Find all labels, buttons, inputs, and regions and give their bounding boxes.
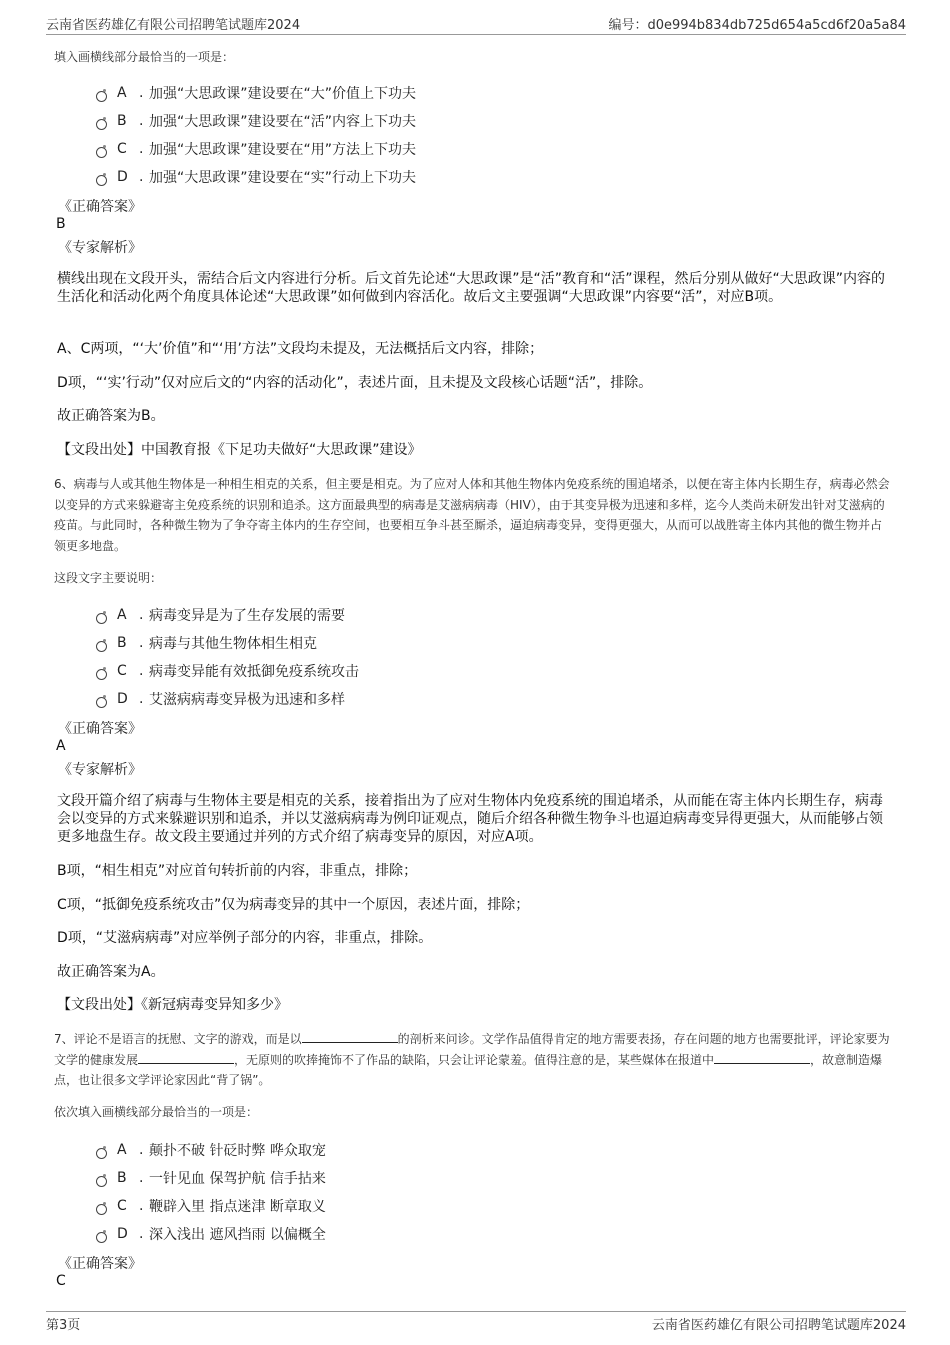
q5-option-c[interactable]: C . 加强“大思政课”建设要在“用”方法上下功夫 [96,137,416,161]
q6-analysis-main: 文段开篇介绍了病毒与生物体主要是相克的关系，接着指出为了应对生物体内免疫系统的围追堵杀，从而能在寄主体内长期生存，病毒会以变异的方式来躲避识别和追杀，并以艾滋病病毒为例印证观点，随后介绍各种微生物争斗也逼迫病毒变异得更强大，从而能够占领更多地盘生存。故文段主要通过并列的方式介绍了病毒变异的原因，对应A项。 [57,793,883,845]
q5-analysis-label: 《专家解析》 [58,240,142,256]
q7-answer: C [56,1273,66,1289]
option-text: 颠扑不破 针砭时弊 哗众取宠 [149,1143,326,1159]
q6-source: 【文段出处】《新冠病毒变异知多少》 [57,997,288,1013]
q6-analysis-b: B项，“相生相克”对应首句转折前的内容，非重点，排除； [57,863,418,879]
option-text: 艾滋病病毒变异极为迅速和多样 [149,692,345,708]
option-letter: D [117,1226,128,1242]
radio-icon[interactable] [96,641,107,652]
radio-icon[interactable] [96,613,107,624]
option-letter: B [117,113,127,129]
radio-icon[interactable] [96,175,107,186]
blank-3[interactable] [714,1051,810,1064]
q6-prompt: 这段文字主要说明： [54,571,163,585]
radio-icon[interactable] [96,1204,107,1215]
q5-answer-label: 《正确答案》 [58,199,142,215]
option-text: 加强“大思政课”建设要在“大”价值上下功夫 [149,86,417,102]
radio-icon[interactable] [96,1176,107,1187]
q5-conclusion: 故正确答案为B。 [57,408,165,424]
q5-option-a[interactable]: A . 加强“大思政课”建设要在“大”价值上下功夫 [96,81,416,105]
q5-analysis-ac: A、C两项，“‘大’价值”和“‘用’方法”文段均未提及，无法概括后文内容，排除； [57,341,544,357]
option-text: 病毒变异能有效抵御免疫系统攻击 [149,664,359,680]
radio-icon[interactable] [96,697,107,708]
q6-answer-label: 《正确答案》 [58,721,142,737]
option-letter: B [117,1170,127,1186]
option-text: 病毒与其他生物体相生相克 [149,636,317,652]
q5-analysis-d: D项，“‘实’行动”仅对应后文的“内容的活动化”，表述片面，且未提及文段核心话题“活”，排除。 [57,375,653,391]
q6-option-d[interactable]: D . 艾滋病病毒变异极为迅速和多样 [96,687,345,711]
q6-analysis-c: C项，“抵御免疫系统攻击”仅为病毒变异的其中一个原因，表述片面，排除； [57,897,530,913]
option-letter: A [117,1142,127,1158]
radio-icon[interactable] [96,147,107,158]
option-letter: B [117,635,127,651]
option-text: 加强“大思政课”建设要在“用”方法上下功夫 [149,142,417,158]
radio-icon[interactable] [96,119,107,130]
q6-analysis-label: 《专家解析》 [58,762,142,778]
radio-icon[interactable] [96,669,107,680]
q6-analysis-d: D项，“艾滋病病毒”对应举例子部分的内容，非重点，排除。 [57,930,433,946]
q6-answer: A [56,738,66,754]
q5-option-d[interactable]: D . 加强“大思政课”建设要在“实”行动上下功夫 [96,165,416,189]
q7-option-d[interactable]: D . 深入浅出 遮风挡雨 以偏概全 [96,1222,326,1246]
option-letter: A [117,85,127,101]
radio-icon[interactable] [96,1232,107,1243]
option-letter: D [117,691,128,707]
q6-stem: 6、病毒与人或其他生物体是一种相生相克的关系，但主要是相克。为了应对人体和其他生物体内免疫系统的围追堵杀，以便在寄主体内长期生存，病毒必然会以变异的方式来躲避寄主免疫系统的识别和追杀。这方面最典型的病毒是艾滋病病毒（HIV），由于其变异极为迅速和多样，迄今人类尚未研发出针对艾滋病的疫苗。与此同时，各种微生物为了争夺寄主体内的生存空间，也要相互争斗甚至厮杀，逼迫病毒变异，变得更强大，从而可以战胜寄主体内其他的微生物并占领更多地盘。 [54,477,890,553]
q6-option-b[interactable]: B . 病毒与其他生物体相生相克 [96,631,317,655]
header-title: 云南省医药雄亿有限公司招聘笔试题库2024 [46,18,301,33]
q7-option-a[interactable]: A . 颠扑不破 针砭时弊 哗众取宠 [96,1138,326,1162]
page-header [46,14,906,35]
blank-2[interactable] [138,1051,234,1064]
q6-conclusion: 故正确答案为A。 [57,964,165,980]
footer-title: 云南省医药雄亿有限公司招聘笔试题库2024 [651,1318,906,1333]
radio-icon[interactable] [96,91,107,102]
q6-option-a[interactable]: A . 病毒变异是为了生存发展的需要 [96,603,345,627]
option-text: 一针见血 保驾护航 信手拈来 [149,1171,326,1187]
q7-answer-label: 《正确答案》 [58,1256,142,1272]
q5-prompt: 填入画横线部分最恰当的一项是： [54,50,235,64]
q7-prompt: 依次填入画横线部分最恰当的一项是： [54,1105,259,1119]
q5-answer: B [56,216,66,232]
q7-stem: 7、评论不是语言的抚慰、文字的游戏，而是以 的剖析来问诊。文学作品值得肯定的地方需要表扬，存在问题的地方也需要批评，评论家要为文学的健康发展 ，无原则的吹捧掩饰不了作品的缺陷，只会让评论蒙羞。值得注意的是，某些媒体在报道中 ，故意制造爆点，也让很多文学评论家因此“背了锅”。 [54,1032,890,1087]
header-doc-id: 编号：d0e994b834db725d654a5cd6f20a5a84 [608,18,906,33]
option-letter: A [117,607,127,623]
page-footer [46,1311,906,1334]
blank-1[interactable] [302,1030,398,1043]
radio-icon[interactable] [96,1148,107,1159]
option-text: 加强“大思政课”建设要在“实”行动上下功夫 [149,170,417,186]
q5-source: 【文段出处】中国教育报《下足功夫做好“大思政课”建设》 [57,442,422,458]
option-letter: D [117,169,128,185]
option-letter: C [117,141,127,157]
option-text: 深入浅出 遮风挡雨 以偏概全 [149,1227,326,1243]
q6-option-c[interactable]: C . 病毒变异能有效抵御免疫系统攻击 [96,659,359,683]
option-letter: C [117,663,127,679]
option-letter: C [117,1198,127,1214]
q5-option-b[interactable]: B . 加强“大思政课”建设要在“活”内容上下功夫 [96,109,416,133]
option-text: 病毒变异是为了生存发展的需要 [149,608,345,624]
q7-option-c[interactable]: C . 鞭辟入里 指点迷津 断章取义 [96,1194,326,1218]
q5-analysis-main: 横线出现在文段开头，需结合后文内容进行分析。后文首先论述“大思政课”是“活”教育和“活”课程，然后分别从做好“大思政课”内容的生活化和活动化两个角度具体论述“大思政课”如何做到内容活化。故后文主要强调“大思政课”内容要“活”，对应B项。 [57,271,886,305]
page-number: 第3页 [46,1318,81,1333]
option-text: 加强“大思政课”建设要在“活”内容上下功夫 [149,114,417,130]
q7-option-b[interactable]: B . 一针见血 保驾护航 信手拈来 [96,1166,326,1190]
option-text: 鞭辟入里 指点迷津 断章取义 [149,1199,326,1215]
